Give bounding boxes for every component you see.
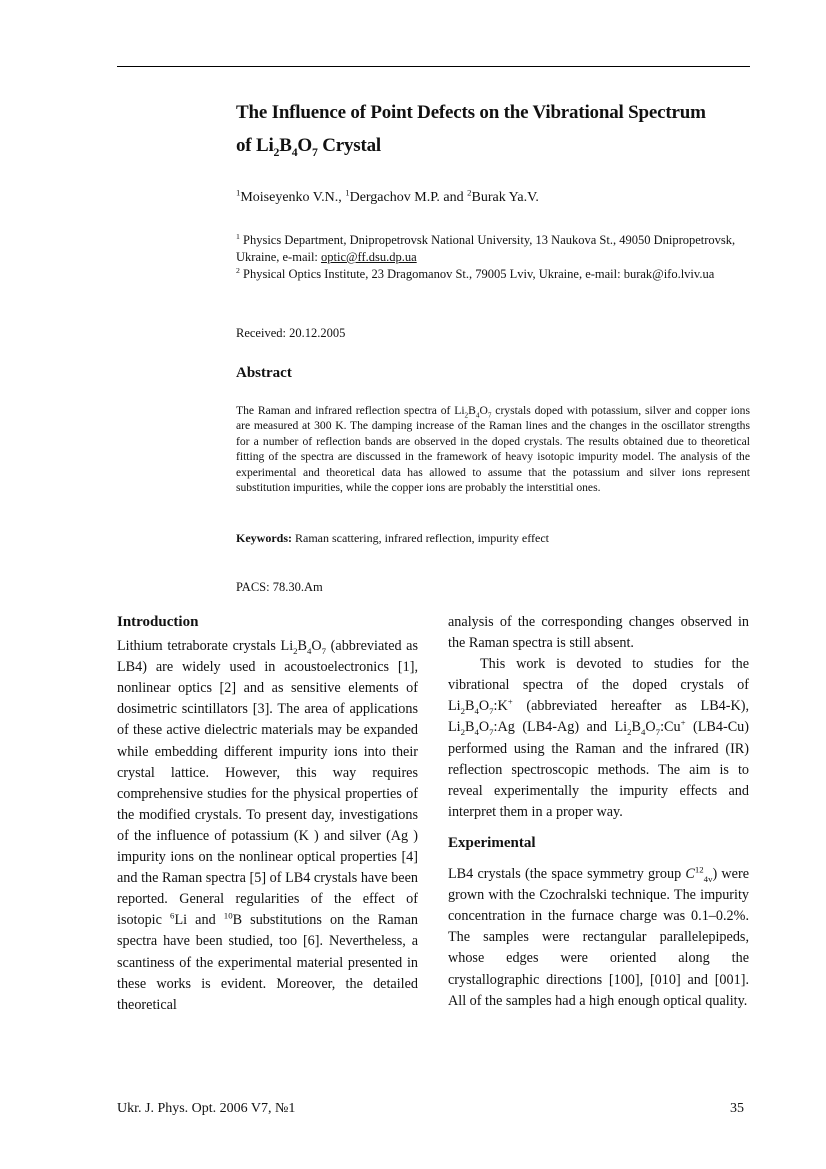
intro-continued-paragraph: analysis of the corresponding changes observed in the Raman spectra is still absent. — [448, 614, 749, 652]
title-line-2: of $Li_2B_4O_7$ Crystal — [236, 135, 381, 159]
author-3: Burak Ya.V. — [471, 190, 539, 205]
author-list: $^1$Moiseyenko V.N., $^1$Dergachov M.P. and $^2$Burak Ya.V. — [236, 187, 539, 205]
experimental-paragraph: LB4 crystals (the space symmetry group $C^{12}_{4v}$) were grown with the Czochralski technique. The impurity concentration in the furnace charge was 0.1–0.2%. The samples were rectangular parallelepipeds, whose edges were oriented along the crystallographic directions [100], [010] and [001]. All of the samples had a high enough optical quality. — [448, 864, 749, 1009]
aim-paragraph: This work is devoted to studies for the vibrational spectra of the doped crystals of $Li_2B_4O_7:K^+$ (abbreviated hereafter as LB4-K), $Li_2B_4O_7:Ag$ (LB4-Ag) and $Li_2B_4O_7:Cu^+$ (LB4-Cu) performed using the Raman and the infrared (IR) reflection spectroscopic methods. The aim is to reveal experimentally the impurity effects and interpret them in a proper way. — [448, 656, 749, 820]
left-column — [117, 612, 418, 1016]
affiliation-1: $^1$ Physics Department, Dnipropetrovsk National University, 13 Naukova St., 49050 Dnipropetrovsk, Ukraine, e-mail: optic@ff.dsu.dp.ua — [236, 231, 736, 264]
intro-paragraph: Lithium tetraborate crystals $Li_2B_4O_7$ (abbreviated as LB4) are widely used in acoustoelectronics [1], nonlinear optics [2] and as sensitive elements of dosimetric scintillators [3]. The area of applications of these active dielectric materials may be expanded while embedding different impurity ions into their crystal lattice. However, this way requires comprehensive studies for the physical properties of the modified crystals. To present day, investigations of the influence of potassium (K ) and silver (Ag ) impurity ions on the nonlinear optical properties [4] and the Raman spectra [5] of LB4 crystals have been reported. General regularities of the effect of isotopic $^6$Li and $^{10}$B substitutions on the Raman spectra have been studied, too [6]. Nevertheless, a scantiness of the experimental material presented in these works is evident. Moreover, the detailed theoretical — [117, 638, 419, 1013]
keywords — [236, 531, 549, 546]
top-rule — [117, 66, 750, 67]
abstract-heading: Abstract — [236, 365, 292, 381]
paper-title — [236, 96, 756, 162]
affiliations — [236, 232, 756, 283]
pacs-code: PACS: 78.30.Am — [236, 580, 323, 594]
keywords-text: Raman scattering, infrared reflection, impurity effect — [292, 531, 550, 545]
title-line-1: The Influence of Point Defects on the Vibrational Spectrum — [236, 102, 706, 123]
author-2: Dergachov M.P. and — [349, 190, 468, 205]
right-column — [448, 612, 749, 1012]
page-number: 35 — [730, 1101, 744, 1116]
abstract-text: The Raman and infrared reflection spectra of $Li_2B_4O_7$ crystals doped with potassium, silver and copper ions are measured at 300 K. The damping increase of the Raman lines and the changes in the oscillator strengths for a number of reflection bands are observed in the doped crystals. The results obtained due to theoretical fitting of the spectra are discussed in the framework of heavy isotopic impurity model. The analysis of the experimental and theoretical data has allowed to assume that the potassium and silver ions represent substitution impurities, while the copper ions are probably the interstitial ones. — [236, 404, 750, 495]
author-1: Moiseyenko V.N., — [240, 190, 346, 205]
intro-heading: Introduction — [117, 614, 199, 630]
journal-citation: Ukr. J. Phys. Opt. 2006 V7, №1 — [117, 1101, 296, 1116]
email-link[interactable]: optic@ff.dsu.dp.ua — [321, 250, 417, 264]
experimental-heading: Experimental — [448, 834, 536, 851]
received-date: Received: 20.12.2005 — [236, 326, 346, 340]
keywords-label: Keywords: — [236, 531, 292, 545]
affiliation-2: $^2$ Physical Optics Institute, 23 Dragomanov St., 79005 Lviv, Ukraine, e-mail: burak@ifo.lviv.ua — [236, 265, 715, 281]
